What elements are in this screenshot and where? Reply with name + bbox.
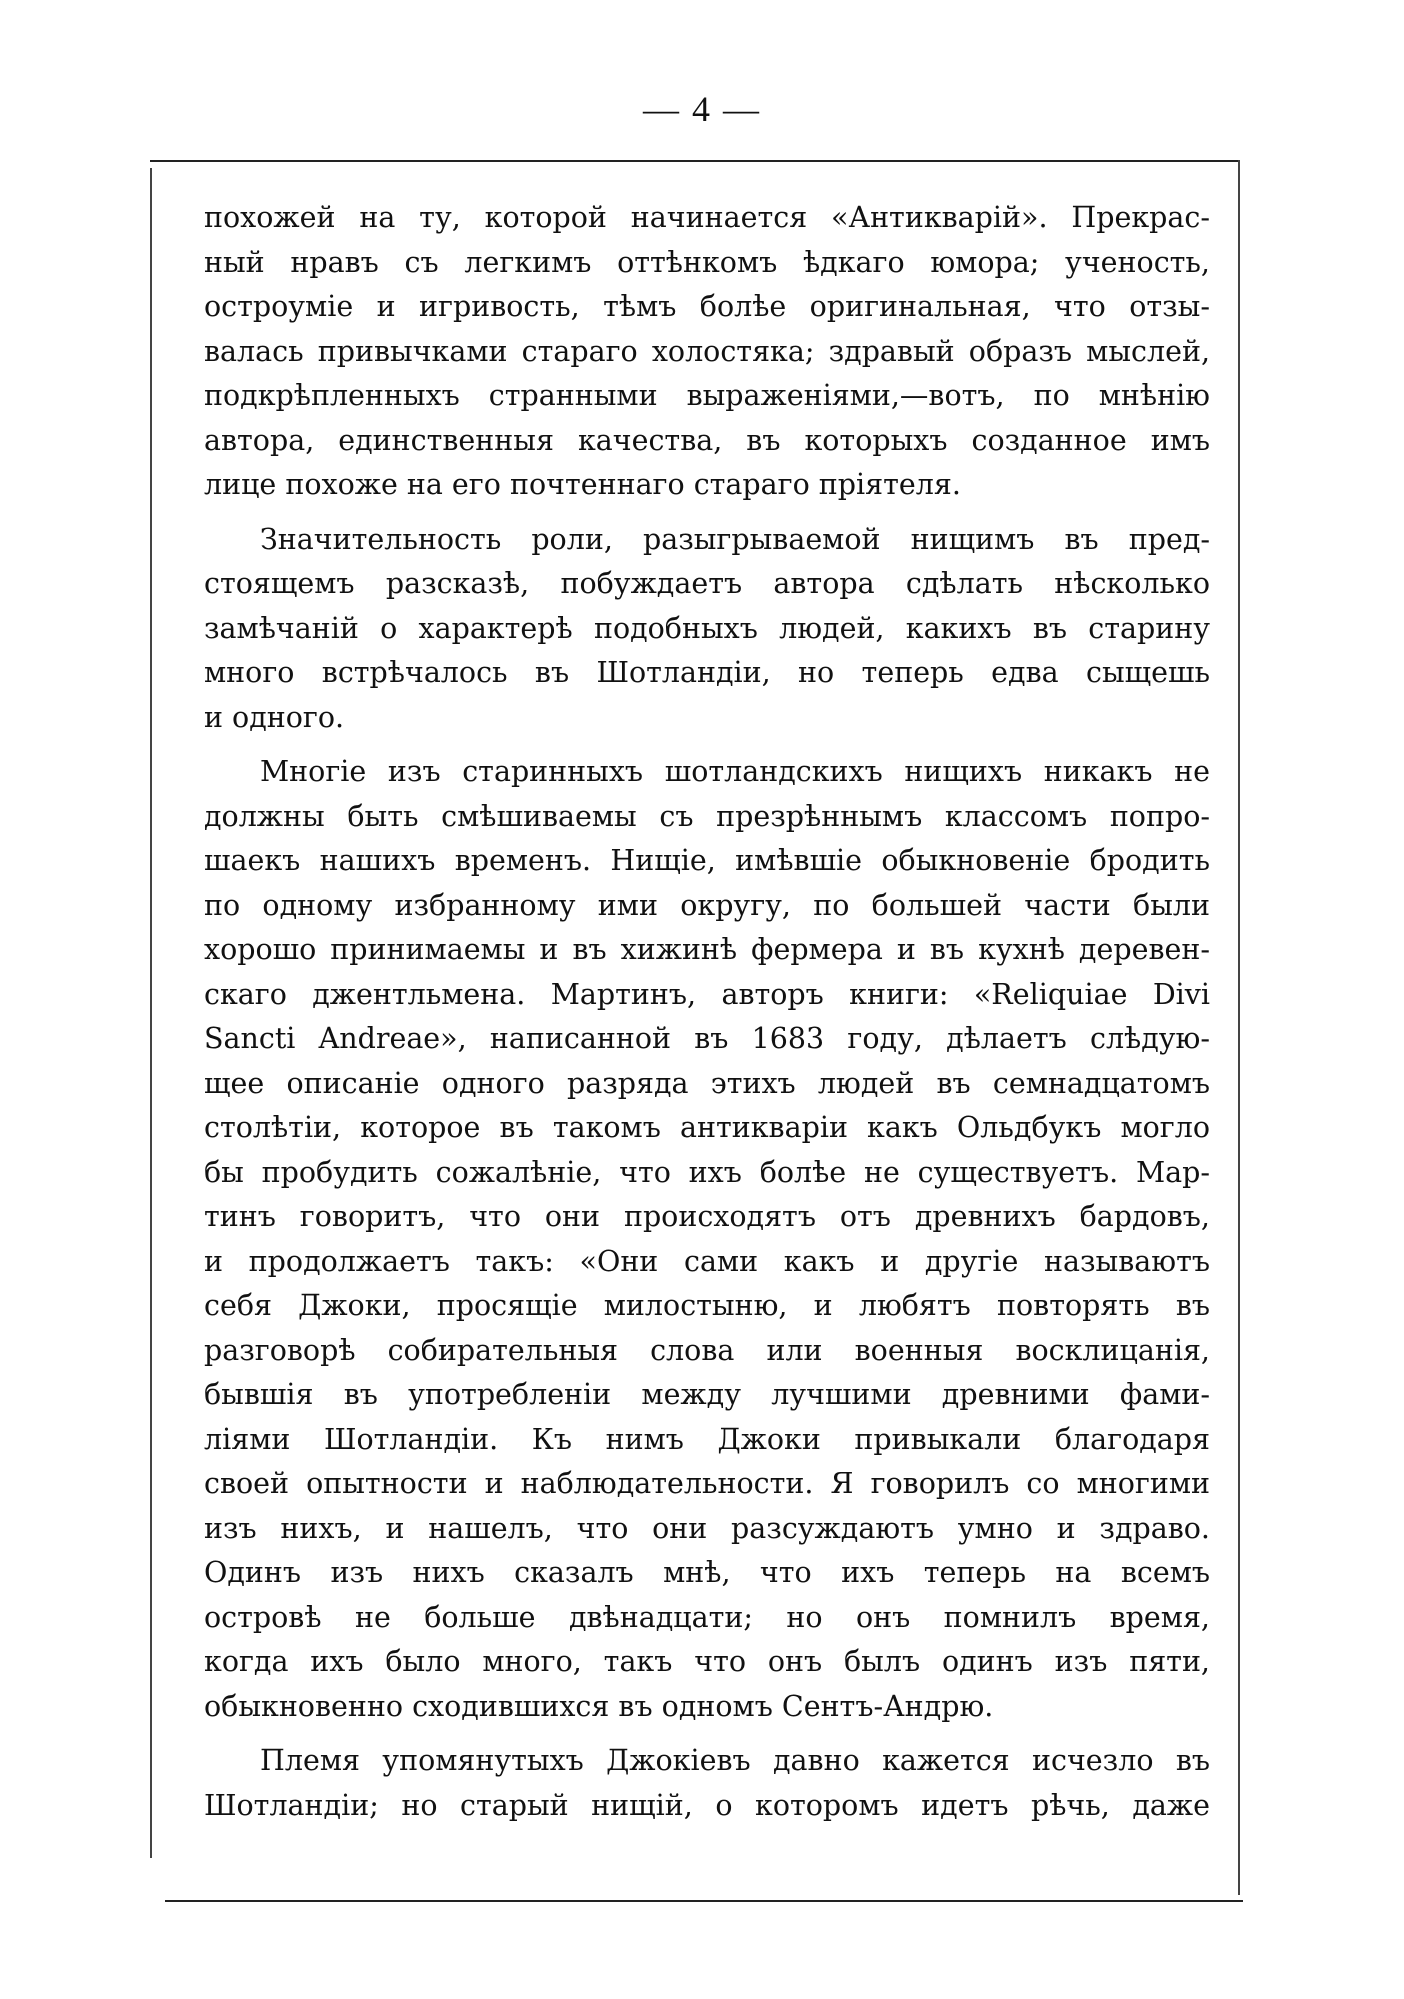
text-line: столѣтіи, которое въ такомъ антикваріи какъ Ольдбукъ могло bbox=[204, 1111, 1210, 1144]
bottom-rule bbox=[165, 1900, 1243, 1902]
right-rule bbox=[1238, 160, 1240, 1895]
text-line: стоящемъ разсказѣ, побуждаетъ автора сдѣлать нѣсколько bbox=[204, 567, 1210, 600]
text-line: должны быть смѣшиваемы съ презрѣннымъ классомъ попро- bbox=[204, 799, 1210, 833]
text-line: бывшія въ употребленіи между лучшими древними фами- bbox=[204, 1378, 1210, 1411]
paragraph bbox=[204, 196, 1210, 508]
paragraph bbox=[204, 518, 1210, 741]
text-line: бы пробудить сожалѣніе, что ихъ болѣе не существуетъ. Мар- bbox=[204, 1155, 1210, 1189]
text-line: автора, единственныя качества, въ которыхъ созданное имъ bbox=[204, 423, 1210, 457]
text-line: щее описаніе одного разряда этихъ людей въ семнадцатомъ bbox=[204, 1066, 1210, 1100]
left-rule bbox=[150, 168, 152, 1858]
text-line: разговорѣ собирательныя слова или военныя восклицанія, bbox=[204, 1333, 1210, 1367]
text-line: ный нравъ съ легкимъ оттѣнкомъ ѣдкаго юмора; ученость, bbox=[204, 245, 1210, 279]
text-line: остроуміе и игривость, тѣмъ болѣе оригинальная, что отзы- bbox=[204, 290, 1210, 323]
text-line: себя Джоки, просящіе милостыню, и любятъ повторять въ bbox=[204, 1289, 1210, 1322]
text-line: и одного. bbox=[204, 700, 345, 734]
text-line: валась привычками стараго холостяка; здравый образъ мыслей, bbox=[204, 334, 1210, 368]
text-line: скаго джентльмена. Мартинъ, авторъ книги: «Reliquiae Divi bbox=[204, 977, 1210, 1011]
text-line: Значительность роли, разыгрываемой нищимъ въ пред- bbox=[260, 522, 1210, 556]
text-line: хорошо принимаемы и въ хижинѣ фермера и въ кухнѣ деревен- bbox=[204, 933, 1210, 966]
text-line: много встрѣчалось въ Шотландіи, но теперь едва сыщешь bbox=[204, 656, 1210, 689]
text-line: Одинъ изъ нихъ сказалъ мнѣ, что ихъ теперь на всемъ bbox=[204, 1556, 1210, 1589]
text-line: по одному избранному ими округу, по большей части были bbox=[204, 888, 1210, 922]
text-line: Шотландіи; но старый нищій, о которомъ идетъ рѣчь, даже bbox=[204, 1788, 1210, 1822]
text-line: похожей на ту, которой начинается «Антикварій». Прекрас- bbox=[204, 201, 1210, 234]
text-line: замѣчаній о характерѣ подобныхъ людей, какихъ въ старину bbox=[204, 611, 1210, 645]
top-rule bbox=[150, 160, 1240, 162]
text-line: своей опытности и наблюдательности. Я говорилъ со многими bbox=[204, 1467, 1210, 1500]
text-line: лице похоже на его почтеннаго стараго пріятеля. bbox=[204, 468, 961, 501]
text-line: когда ихъ было много, такъ что онъ былъ одинъ изъ пяти, bbox=[204, 1645, 1210, 1678]
paragraph bbox=[204, 1739, 1210, 1828]
paragraph-gap bbox=[204, 1729, 1210, 1739]
body-text bbox=[204, 196, 1210, 1828]
text-line: шаекъ нашихъ временъ. Нищіе, имѣвшіе обыкновеніе бродить bbox=[204, 844, 1210, 877]
paragraph bbox=[204, 750, 1210, 1729]
text-line: и продолжаетъ такъ: «Они сами какъ и другіе называютъ bbox=[204, 1244, 1210, 1278]
page-number: — 4 — bbox=[643, 89, 761, 129]
paragraph-gap bbox=[204, 508, 1210, 518]
text-line: тинъ говоритъ, что они происходятъ отъ древнихъ бардовъ, bbox=[204, 1200, 1210, 1233]
text-line: обыкновенно сходившихся въ одномъ Сентъ-Андрю. bbox=[204, 1689, 994, 1723]
text-line: Многіе изъ старинныхъ шотландскихъ нищихъ никакъ не bbox=[260, 755, 1210, 788]
text-line: Племя упомянутыхъ Джокіевъ давно кажется исчезло въ bbox=[260, 1744, 1210, 1777]
text-line: подкрѣпленныхъ странными выраженіями,—вотъ, по мнѣнію bbox=[204, 379, 1210, 412]
text-line: изъ нихъ, и нашелъ, что они разсуждаютъ умно и здраво. bbox=[204, 1511, 1210, 1545]
text-line: ліями Шотландіи. Къ нимъ Джоки привыкали благодаря bbox=[204, 1422, 1210, 1456]
text-line: островѣ не больше двѣнадцати; но онъ помнилъ время, bbox=[204, 1600, 1210, 1634]
paragraph-gap bbox=[204, 740, 1210, 750]
text-line: Sancti Andreae», написанной въ 1683 году, дѣлаетъ слѣдую- bbox=[204, 1022, 1210, 1055]
